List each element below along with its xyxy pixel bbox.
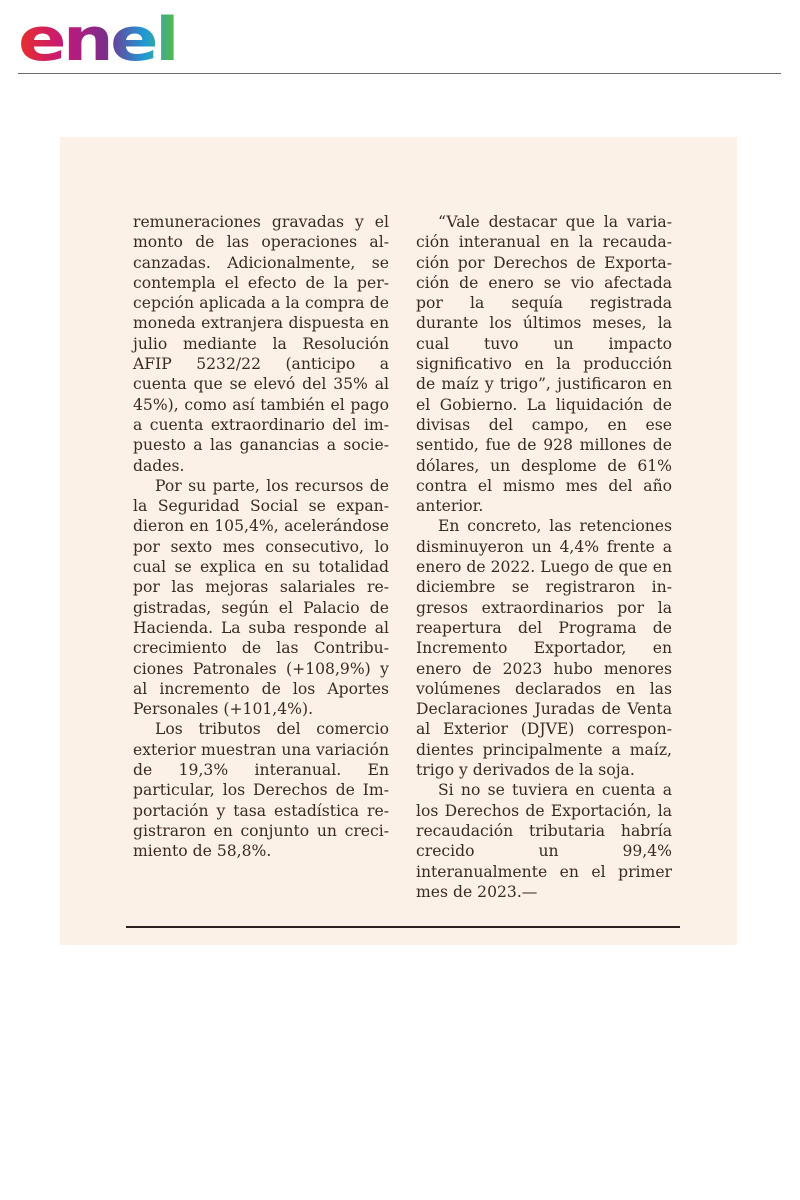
article-end-rule	[126, 926, 680, 928]
newspaper-clipping	[60, 137, 737, 945]
article-column-right	[416, 212, 672, 902]
enel-logo-graphic	[16, 4, 181, 68]
paragraph: remuneraciones gravadas y el monto de las operaciones alcanzadas. Adicionalmente, se contempla el efecto de la percepción aplicada a la compra de moneda extranjera dispuesta en julio mediante la Resolución AFIP 5232/22 (anticipo a cuenta que se elevó del 35% al 45%), como así también el pago a cuenta extraordinario del impuesto a las ganancias a sociedades.	[133, 213, 389, 475]
article-column-left	[133, 212, 389, 862]
paragraph: “Vale destacar que la variación interanual en la recaudación por Derechos de Exportación de enero se vio afectada por la sequía registrada durante los últimos meses, la cual tuvo un impacto significativo en la producción de maíz y trigo”, justificaron en el Gobierno. La liquidación de divisas del campo, en ese sentido, fue de 928 millones de dólares, un desplome de 61% contra el mismo mes del año anterior.	[416, 213, 672, 516]
paragraph: Por su parte, los recursos de la Seguridad Social se expandieron en 105,4%, acelerándose por sexto mes consecutivo, lo cual se explica en su totalidad por las mejoras salariales registradas, según el Palacio de Hacienda. La suba responde al crecimiento de las Contribuciones Patronales (+108,9%) y al incremento de los Aportes Personales (+101,4%).	[133, 476, 389, 719]
paragraph-text: Si no se tuviera en cuenta a los Derechos de Exportación, la recaudación tributaria habría crecido un 99,4% interanualmente en el primer mes de 2023.	[416, 781, 672, 901]
paragraph: Los tributos del comercio exterior muestran una variación de 19,3% interanual. En particular, los Derechos de Importación y tasa estadística registraron en conjunto un crecimiento de 58,8%.	[133, 720, 389, 861]
enel-logo	[16, 4, 181, 68]
end-mark: —	[521, 882, 538, 901]
page-header	[0, 0, 800, 80]
paragraph: En concreto, las retenciones disminuyeron un 4,4% frente a enero de 2022. Luego de que en diciembre se registraron ingresos extraordinarios por la reapertura del Programa de Incremento Exportador, en enero de 2023 hubo menores volúmenes declarados en las Declaraciones Juradas de Venta al Exterior (DJVE) correspondientes principalmente a maíz, trigo y derivados de la soja.	[416, 517, 672, 780]
header-divider	[18, 73, 781, 74]
paragraph	[416, 780, 672, 902]
enel-logo-text: enel	[18, 5, 176, 68]
